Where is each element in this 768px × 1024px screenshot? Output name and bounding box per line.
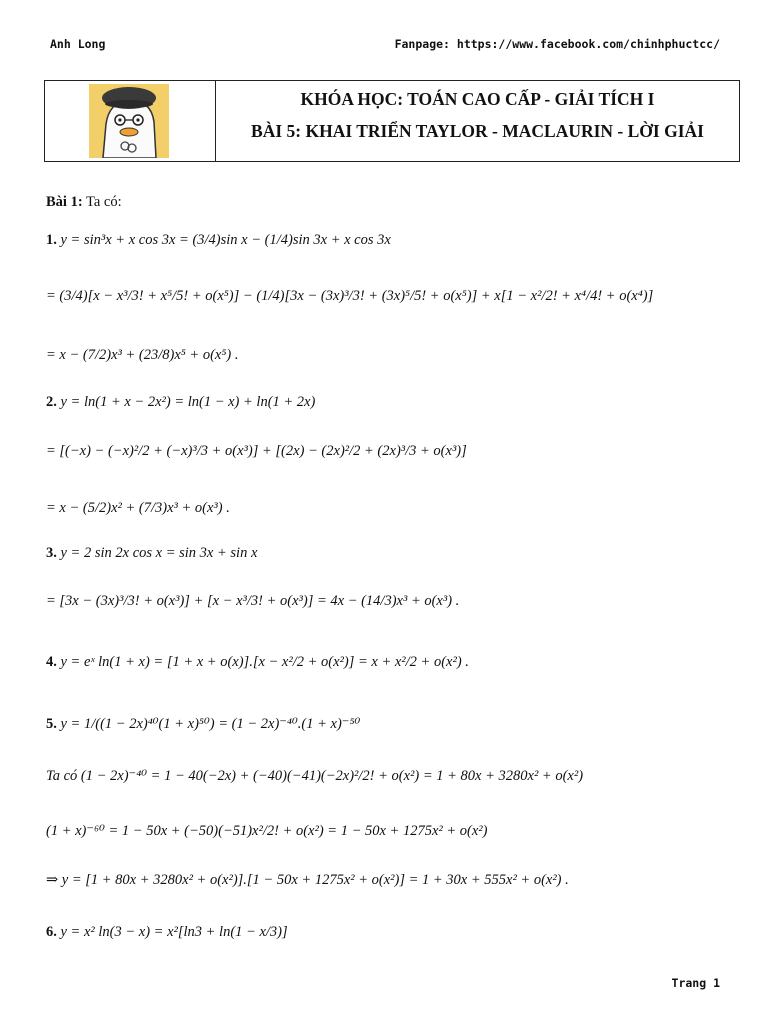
equation-line [46, 394, 315, 411]
equation-line [46, 347, 238, 364]
equation-line [46, 768, 583, 785]
item-number: 4. [46, 654, 57, 670]
fanpage-link[interactable]: Fanpage: https://www.facebook.com/chinhphuctcc/ [394, 37, 720, 51]
cartoon-duck-logo-icon [89, 84, 169, 158]
lesson-title: BÀI 5: KHAI TRIỂN TAYLOR - MACLAURIN - LỜI GIẢI [251, 121, 704, 141]
author-name: Anh Long [50, 37, 106, 51]
intro-text: Ta có: [82, 194, 122, 210]
item-number: 2. [46, 394, 57, 410]
equation-text: = (3/4)[x − x³/3! + x⁵/5! + o(x⁵)] − (1/4)[3x − (3x)³/3! + (3x)⁵/5! + o(x⁵)] + x[1 − x²/2! + x⁴/4! + o(x⁴)] [46, 288, 654, 304]
equation-text: y = ln(1 + x − 2x²) = ln(1 − x) + ln(1 + 2x) [60, 394, 316, 410]
item-number: 3. [46, 545, 57, 561]
equation-line [46, 500, 230, 517]
equation-line [46, 872, 569, 889]
equation-line [46, 232, 391, 249]
equation-line [46, 443, 467, 460]
equation-line [46, 593, 459, 610]
equation-text: ⇒ y = [1 + 80x + 3280x² + o(x²)].[1 − 50x + 1275x² + o(x²)] = 1 + 30x + 555x² + o(x²) . [46, 872, 569, 888]
equation-text: = [3x − (3x)³/3! + o(x³)] + [x − x³/3! + o(x³)] = 4x − (14/3)x³ + o(x³) . [46, 593, 460, 609]
equation-text: (1 + x)⁻⁶⁰ = 1 − 50x + (−50)(−51)x²/2! + o(x²) = 1 − 50x + 1275x² + o(x²) [46, 823, 488, 839]
equation-line [46, 288, 653, 305]
exercise-label: Bài 1: [46, 194, 83, 210]
equation-line [46, 716, 360, 733]
title-box [44, 80, 740, 162]
equation-text: Ta có (1 − 2x)⁻⁴⁰ = 1 − 40(−2x) + (−40)(−41)(−2x)²/2! + o(x²) = 1 + 80x + 3280x² + o(x²) [46, 768, 584, 784]
equation-text: y = sin³x + x cos 3x = (3/4)sin x − (1/4)sin 3x + x cos 3x [60, 232, 391, 248]
item-number: 1. [46, 232, 57, 248]
intro-line [46, 194, 122, 211]
equation-line [46, 924, 288, 941]
page-number: Trang 1 [671, 976, 720, 990]
logo-cell [45, 81, 216, 161]
course-title: KHÓA HỌC: TOÁN CAO CẤP - GIẢI TÍCH I [300, 89, 655, 109]
item-number: 5. [46, 716, 57, 732]
equation-text: = [(−x) − (−x)²/2 + (−x)³/3 + o(x³)] + [(2x) − (2x)²/2 + (2x)³/3 + o(x³)] [46, 443, 467, 459]
equation-text: = x − (5/2)x² + (7/3)x³ + o(x³) . [46, 500, 230, 516]
equation-text: y = 1/((1 − 2x)⁴⁰(1 + x)⁵⁰) = (1 − 2x)⁻⁴⁰.(1 + x)⁻⁵⁰ [60, 716, 361, 732]
equation-text: y = 2 sin 2x cos x = sin 3x + sin x [60, 545, 258, 561]
equation-text: = x − (7/2)x³ + (23/8)x⁵ + o(x⁵) . [46, 347, 239, 363]
equation-text: y = x² ln(3 − x) = x²[ln3 + ln(1 − x/3)] [60, 924, 288, 940]
equation-text: y = eˣ ln(1 + x) = [1 + x + o(x)].[x − x²/2 + o(x²)] = x + x²/2 + o(x²) . [60, 654, 469, 670]
equation-line [46, 545, 257, 562]
equation-line [46, 823, 487, 840]
item-number: 6. [46, 924, 57, 940]
equation-line [46, 654, 469, 671]
